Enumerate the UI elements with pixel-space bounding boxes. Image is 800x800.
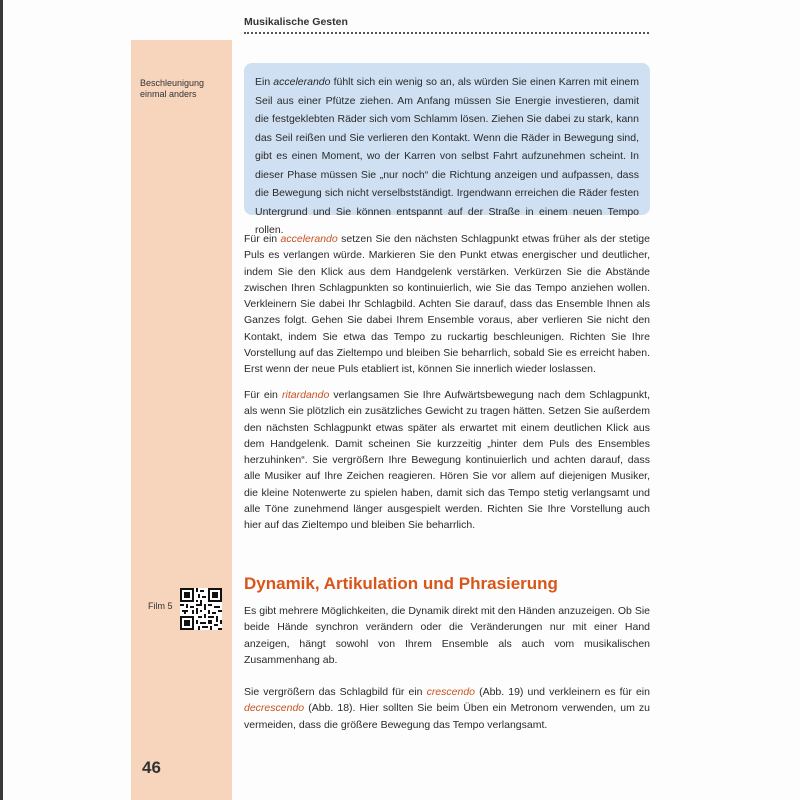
callout-emphasis: accelerando bbox=[273, 76, 331, 88]
paragraph-crescendo: Sie vergrößern das Schlagbild für ein crescendo (Abb. 19) und verkleinern es für ein decrescendo (Abb. 18). Hier sollten Sie beim Üben ein Metronom verwenden, um zu vermeiden, dass die größere Bewegung das Tempo verlangsamt. bbox=[244, 686, 650, 731]
binding-edge bbox=[0, 0, 3, 800]
section-heading: Dynamik, Artikulation und Phrasierung bbox=[244, 574, 558, 593]
paragraph-ritardando: Für ein ritardando verlangsamen Sie Ihre Aufwärtsbewegung nach dem Schlagpunkt, als wenn Sie plötzlich ein zusätzliches Gewicht zu tragen hätten. Setzen Sie außerdem den nächsten Schlagpunkt etwas später als erwartet mit einem deutlichen Klick aus dem Handgelenk. Damit scheinen Sie kurzzeitig „hinter dem Puls des Ensembles herzuhinken“. Sie vergrößern Ihre Bewegung kontinuierlich und achten darauf, dass alle Musiker auf Ihre Zeichen reagieren. Hören Sie vor allem auf diejenigen Musiker, die kleine Notenwerte zu spielen haben, damit sich das Tempo stetig verlangsamt und alle Töne zunehmend länger ausgespielt werden. Richten Sie Ihre Vorstellung auch hier auf das Zieltempo und bleiben Sie beharrlich. bbox=[244, 389, 650, 532]
term-crescendo: crescendo bbox=[426, 686, 476, 698]
film-label: Film 5 bbox=[148, 601, 173, 611]
qr-code-icon[interactable] bbox=[180, 588, 222, 630]
header-rule bbox=[244, 32, 649, 34]
margin-strip bbox=[131, 40, 232, 800]
callout-box bbox=[244, 63, 650, 236]
paragraph-dynamik: Es gibt mehrere Möglichkeiten, die Dynamik direkt mit den Händen anzuzeigen. Ob Sie beide Hände synchron verändern oder die Veränderungen nur mit einer Hand anzeigen, hängt sowohl von Ihrem Ensemble als auch vom musikalischen Zusammenhang ab. bbox=[244, 605, 650, 666]
page-number: 46 bbox=[142, 758, 161, 777]
term-decrescendo: decrescendo bbox=[244, 702, 305, 715]
term-ritardando: ritardando bbox=[282, 389, 330, 401]
running-head: Musikalische Gesten bbox=[244, 16, 348, 28]
margin-note: Beschleunigung einmal anders bbox=[140, 78, 205, 99]
paragraph-accelerando: Für ein accelerando setzen Sie den nächsten Schlagpunkt etwas früher als der stetige Puls es verlangen würde. Markieren Sie den Punkt etwas energischer und deutlicher, indem Sie den Klick aus dem Handgelenk verstärken. Verkürzen Sie die Abstände zwischen Ihren Schlagpunkten so kontinuierlich, wie Sie das Tempo anziehen wollen. Verkleinern Sie dabei Ihr Schlagbild. Achten Sie darauf, dass das Ensemble Ihnen als Ganzes folgt. Gehen Sie dabei Ihrem Ensemble voraus, aber verlieren Sie nicht den Kontakt, indem Sie etwa das Tempo zu ruckartig beschleunigen. Richten Sie Ihre Vorstellung auf das Zieltempo und bleiben Sie beharrlich, sobald Sie es erreicht haben. Erst wenn der neue Puls etabliert ist, können Sie innerlich wieder loslassen. bbox=[244, 233, 650, 376]
term-accelerando: accelerando bbox=[280, 233, 338, 245]
callout-text: Ein accelerando fühlt sich ein wenig so an, als würden Sie einen Karren mit einem Seil aus einer Pfütze ziehen. Am Anfang müssen Sie Energie investieren, damit die festgeklebten Räder sich vom Schlamm lösen. Ziehen Sie dabei zu stark, kann das Seil reißen und Sie verlieren den Kontakt. Wenn die Räder in Bewegung sind, gibt es einen Moment, wo der Karren von selbst Fahrt aufzunehmen scheint. In dieser Phase müssen Sie „nur noch“ die Richtung anzeigen und aufpassen, dass die Bewegung sich nicht verselbstständigt. Irgendwann erreichen die Räder festen Untergrund und Sie können entspannt auf der Straße in einem neuen Tempo rollen. bbox=[255, 76, 640, 236]
